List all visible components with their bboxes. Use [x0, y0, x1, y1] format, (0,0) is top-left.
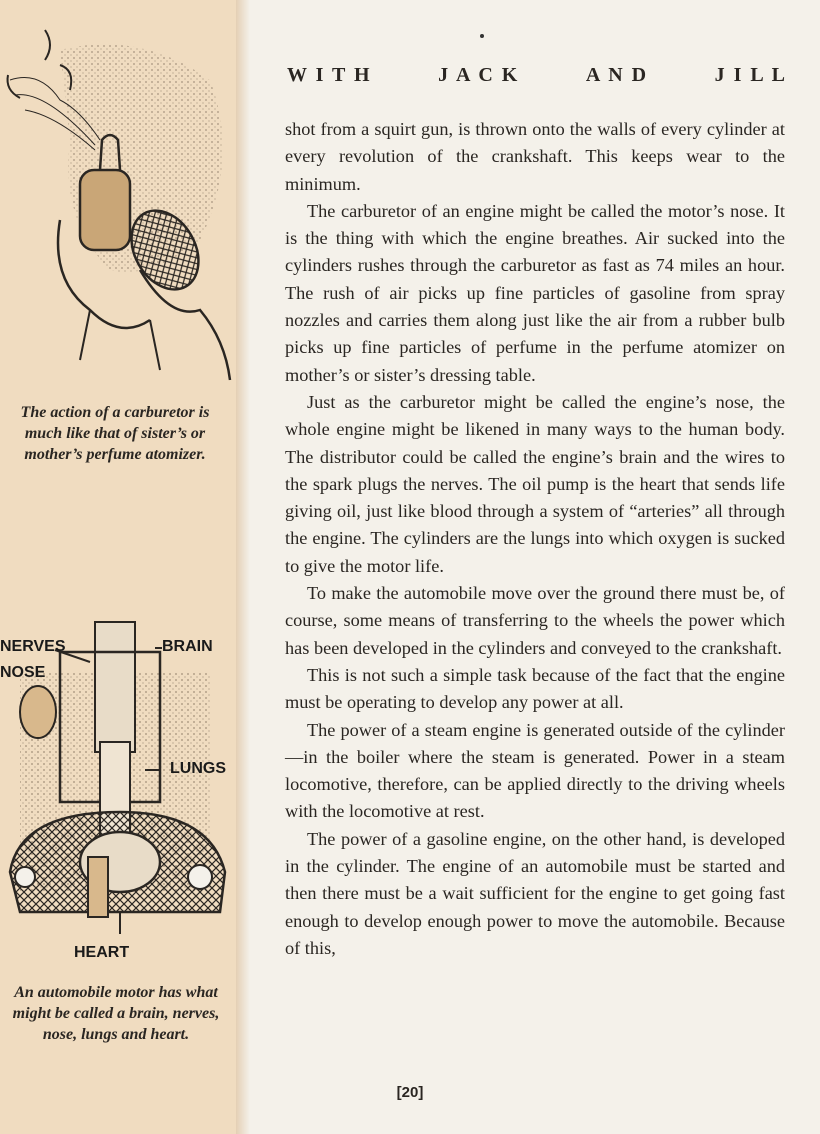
paragraph: This is not such a simple task because of the fact that the engine must be operating to develop any power at all. [285, 664, 785, 713]
paragraph: The power of a steam engine is generated outside of the cylinder—in the boiler where the steam is generated. Power in a steam locomotive, therefore, can be applied directly to the driving wheels with the locomotive at rest. [285, 719, 785, 822]
atomizer-caption: The action of a carburetor is much like that of sister’s or mother’s perfume atomizer. [20, 404, 210, 463]
paragraph: To make the automobile move over the ground there must be, of course, some means of transferring to the wheels the power which has been developed in the cylinders and conveyed to the crankshaft. [285, 583, 785, 658]
header-word: J I L L [714, 63, 787, 86]
paragraph: shot from a squirt gun, is thrown onto the walls of every cylinder at every revolution of the crankshaft. This keeps wear to the minimum. [285, 119, 785, 194]
nerves-label: NERVES [0, 638, 66, 655]
header-word: J A C K [438, 63, 520, 86]
brain-label: BRAIN [162, 638, 213, 655]
lungs-label: LUNGS [170, 760, 226, 777]
body-text [285, 116, 785, 962]
heart-label: HEART [74, 944, 130, 961]
engine-illustration [0, 612, 240, 952]
header-word: A N D [585, 63, 649, 86]
paragraph: The carburetor of an engine might be called the motor’s nose. It is the thing with which the engine breathes. Air sucked into the cylinders rushes through the carburetor as fast as 74 miles an hour. The rush of air picks up fine particles of gasoline from spray nozzles and carries them along just like the air from a rubber bulb picks up fine particles of perfume in the perfume atomizer on mother’s or sister’s dressing table. [285, 200, 785, 385]
page-number: [20] [396, 1084, 424, 1101]
paragraph: The power of a gasoline engine, on the other hand, is developed in the cylinder. The engine of an automobile must be started and then there must be a wait sufficient for the engine to get going fast enough to develop enough power to move the automobile. Because of this, [285, 828, 785, 958]
engine-caption: An automobile motor has what might be called a brain, nerves, nose, lungs and heart. [12, 984, 220, 1043]
running-header [287, 60, 787, 90]
header-word: W I T H [287, 63, 372, 86]
print-dot [480, 34, 484, 38]
nose-label: NOSE [0, 664, 46, 681]
paragraph: Just as the carburetor might be called the engine’s nose, the whole engine might be likened in many ways to the human body. The distributor could be called the engine’s brain and the wires to the spark plugs the nerves. The oil pump is the heart that sends life giving oil, just like blood through a system of “arteries” all through the engine. The cylinders are the lungs into which oxygen is sucked to give the motor life. [285, 391, 785, 576]
perfume-atomizer-illustration [0, 20, 240, 390]
